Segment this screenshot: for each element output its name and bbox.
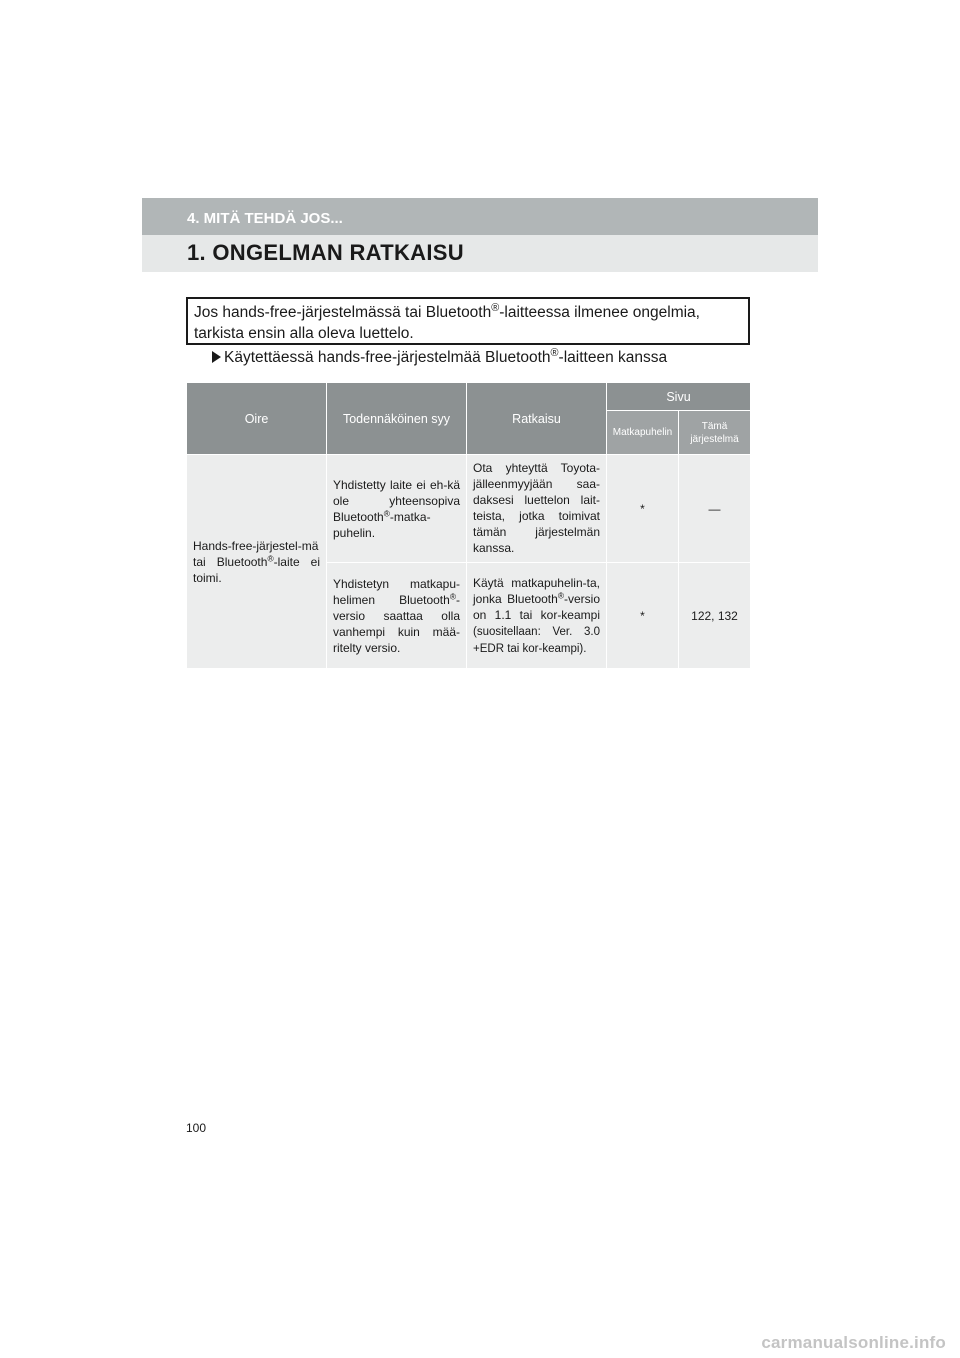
subheading [212,348,667,368]
cause-text: Yhdistetyn matkapu-helimen Bluetooth [333,576,460,607]
cause-text-cont: -versio saattaa olla vanhempi kuin mää-ritelty versio. [333,592,460,655]
header-solution: Ratkaisu [467,383,607,455]
watermark[interactable]: carmanualsonline.info [761,1333,946,1352]
solution-text: Käytä matkapuhelin-ta, jonka Bluetooth [473,575,600,606]
phone-page-cell: * [607,455,679,563]
header-phone: Matkapuhelin [607,411,679,455]
header-system: Tämä järjestelmä [679,411,751,455]
solution-cell [467,563,607,669]
solution-text: Ota yhteyttä Toyota-jälleenmyyjään saa-daksesi luettelon lait-teista, jotka toimivat tämän järjestelmän kanssa. [473,461,600,555]
page-number: 100 [186,1121,207,1135]
phone-page-cell: * [607,563,679,669]
cause-cell [327,563,467,669]
header-page: Sivu [607,383,751,411]
section-header: 4. MITÄ TEHDÄ JOS... [142,198,818,235]
header-cause: Todennäköinen syy [327,383,467,455]
intro-text-cont: -laitteessa ilmenee ongelmia, tarkista ensin alla oleva luettelo. [194,304,700,342]
troubleshooting-table [186,382,751,669]
cause-cell [327,455,467,563]
registered-mark: ® [550,347,559,360]
symptom-cell [187,455,327,669]
registered-mark: ® [491,302,500,315]
subheading-text-cont: -laitteen kanssa [558,349,668,366]
registered-mark: ® [383,507,390,518]
solution-text-cont: -versio on 1.1 tai kor-keampi [473,591,600,622]
triangle-bullet-icon [212,351,221,363]
cause-text: Yhdistetty laite ei eh-kä ole yhteensopiva Bluetooth [333,477,460,524]
intro-box [186,297,750,345]
cause-text-cont: -matka-puhelin. [333,509,431,540]
subheading-text: Käytettäessä hands-free-järjestelmää Bluetooth [224,349,551,366]
solution-note: (suositellaan: Ver. 3.0 +EDR tai kor-keampi). [473,625,600,655]
table-row [187,455,751,563]
registered-mark: ® [267,552,274,563]
symptom-text: Hands-free-järjestel-mä tai Bluetooth [193,538,319,569]
header-symptom: Oire [187,383,327,455]
intro-text: Jos hands-free-järjestelmässä tai Bluetooth [194,304,492,321]
page-title: 1. ONGELMAN RATKAISU [142,235,818,272]
system-page-cell: 122, 132 [679,563,751,669]
system-page-cell: — [679,455,751,563]
registered-mark: ® [449,590,456,601]
registered-mark: ® [557,589,564,600]
symptom-text-cont: -laite ei toimi. [193,554,321,585]
solution-cell [467,455,607,563]
